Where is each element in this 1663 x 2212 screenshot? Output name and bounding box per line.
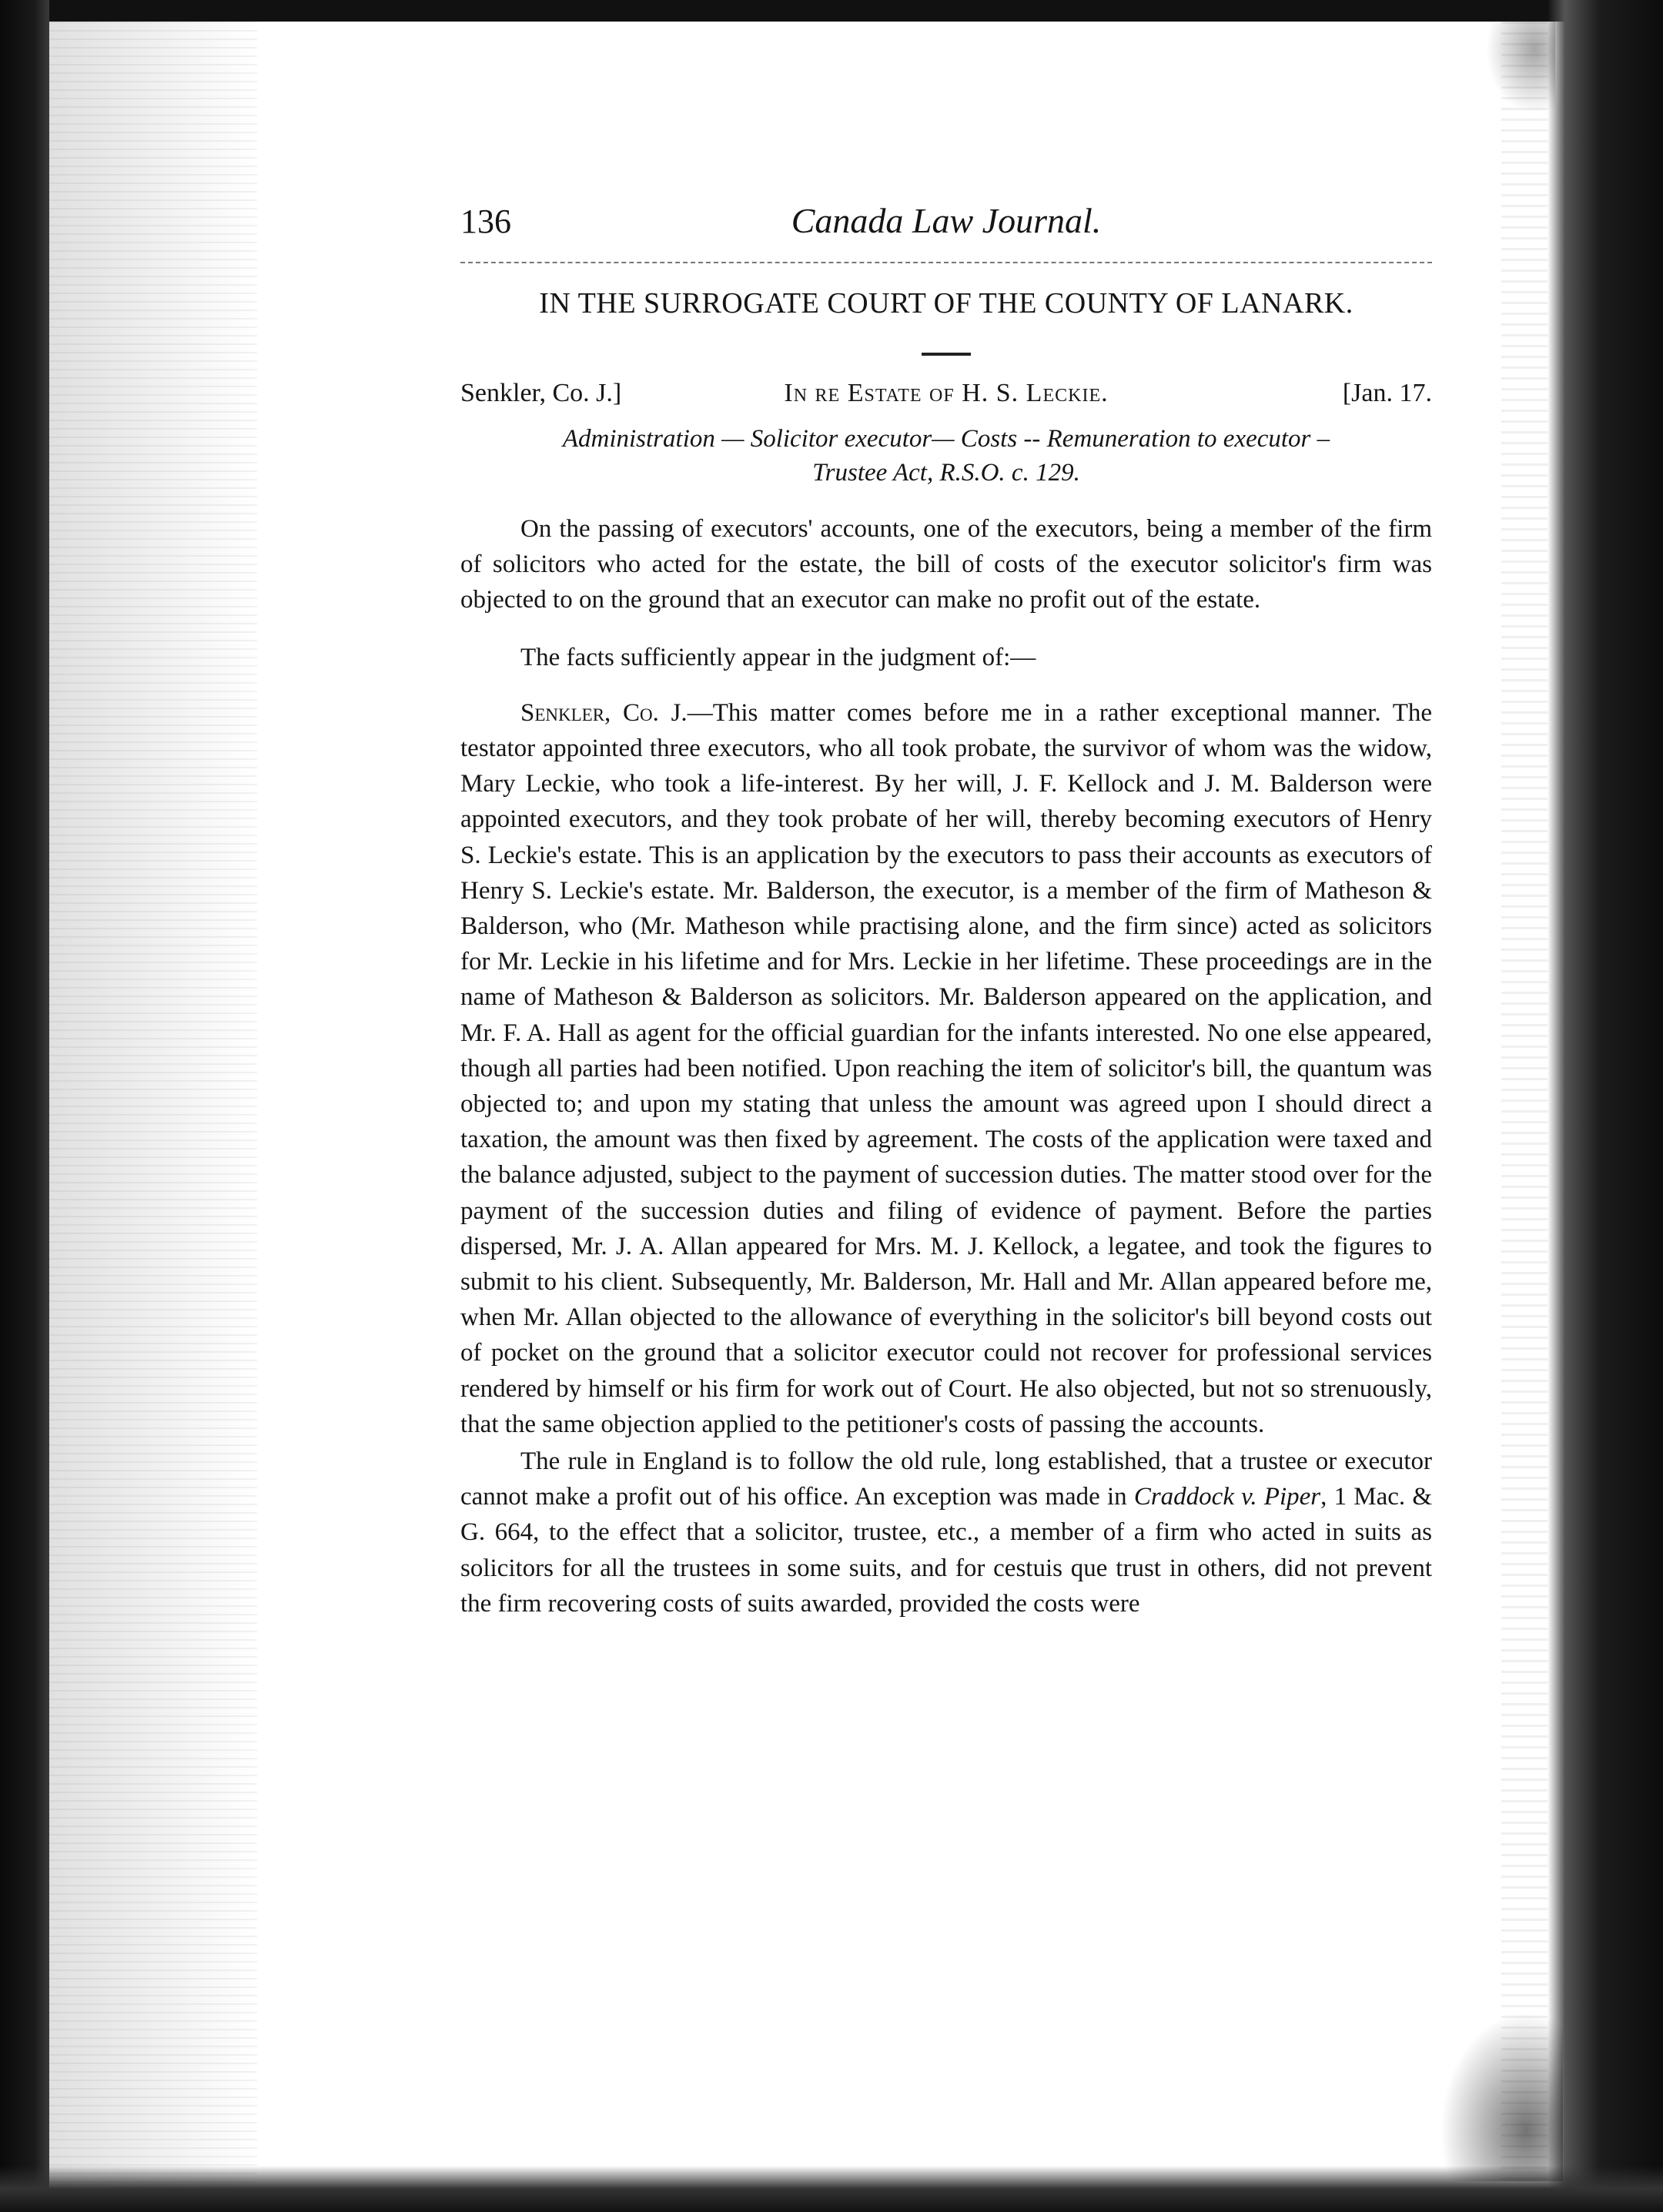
- scan-edge-right: [1548, 0, 1663, 2212]
- page-number: 136: [460, 202, 511, 240]
- scan-binding-shadow: [49, 22, 257, 2212]
- case-citation: Craddock v. Piper: [1133, 1483, 1321, 1511]
- headnote-line: Administration — Solicitor executor— Costs -- Remuneration to executor –: [562, 425, 1330, 453]
- rule-text-1: The rule in England is to follow the old rule, long established, that a trustee or executor cannot make a profit out of his office. An exception was made in: [460, 1447, 1432, 1511]
- facts-paragraph: The facts sufficiently appear in the judgment of:—: [520, 643, 1036, 671]
- scan-corner-shadow-top: [1486, 22, 1555, 114]
- scan-edge-top: [0, 0, 1663, 22]
- case-name: In re Estate of H. S. Leckie.: [784, 379, 1109, 407]
- summary-paragraph: On the passing of executors' accounts, one of the executors, being a member of the firm of solicitors who acted for the estate, the bill of costs of the executor solicitor's firm was objected to on the ground that an executor can make no profit out of the estate.: [460, 515, 1432, 614]
- scan-edge-right-shadow: [1501, 22, 1548, 2212]
- scan-edge-bottom: [0, 2166, 1663, 2212]
- scan-edge-left: [0, 0, 49, 2212]
- section-rule: [922, 353, 971, 356]
- headnote-line: Trustee Act, R.S.O. c. 129.: [812, 459, 1080, 487]
- judgment-paragraph: [460, 695, 1432, 1442]
- case-date: [Jan. 17.: [1342, 379, 1432, 407]
- judge-lead: Senkler, Co. J.: [520, 698, 688, 727]
- judgment-text: —This matter comes before me in a rather exceptional manner. The testator appointed three executors, who all took probate, the survivor of whom was the widow, Mary Leckie, who took a life-interest. By her will, J. F. Kellock and J. M. Balderson were appointed executors, and they took probate of her will, thereby becoming executors of Henry S. Leckie's estate. This is an application by the executors to pass their accounts as executors of Henry S. Leckie's estate. Mr. Balderson, the executor, is a member of the firm of Matheson & Balderson, who (Mr. Matheson while practising alone, and the firm since) acted as solicitors for Mr. Leckie in his lifetime and for Mrs. Leckie in her lifetime. These proceedings are in the name of Matheson & Balderson as solicitors. Mr. Balderson appeared on the application, and Mr. F. A. Hall as agent for the official guardian for the infants interested. No one else appeared, though all parties had been notified. Upon reaching the item of solicitor's bill, the quantum was objected to; and upon my stating that unless the amount was agreed upon I should direct a taxation, the amount was then fixed by agreement. The costs of the application were taxed and the balance adjusted, subject to the payment of succession duties. The matter stood over for the payment of the succession duties and filing of evidence of payment. Before the parties dispersed, Mr. J. A. Allan appeared for Mrs. M. J. Kellock, a legatee, and took the figures to submit to his client. Subsequently, Mr. Balderson, Mr. Hall and Mr. Allan appeared before me, when Mr. Allan objected to the allowance of everything in the solicitor's bill beyond costs out of pocket on the ground that a solicitor executor could not recover for professional services rendered by himself or his firm for work out of Court. He also objected, but not so strenuously, that the same objection applied to the petitioner's costs of passing the accounts.: [460, 698, 1432, 1438]
- running-head: [460, 200, 1432, 263]
- court-heading: IN THE SURROGATE COURT OF THE COUNTY OF LANARK.: [539, 287, 1353, 320]
- scan-corner-shadow: [1440, 2012, 1563, 2181]
- headnote: [460, 422, 1432, 490]
- rule-paragraph: [460, 1444, 1432, 1621]
- case-judge: Senkler, Co. J.]: [460, 379, 622, 407]
- journal-page: [460, 200, 1432, 1621]
- rule-text-2: , 1 Mac. & G. 664, to the effect that a solicitor, trustee, etc., a member of a firm who acted in suits as solicitors for all the trustees in some suits, and for cestuis que trust in others, did not prevent the firm recovering costs of suits awarded, provided the costs were: [460, 1483, 1432, 1618]
- case-line: [460, 379, 1432, 419]
- journal-title: Canada Law Journal.: [791, 201, 1102, 240]
